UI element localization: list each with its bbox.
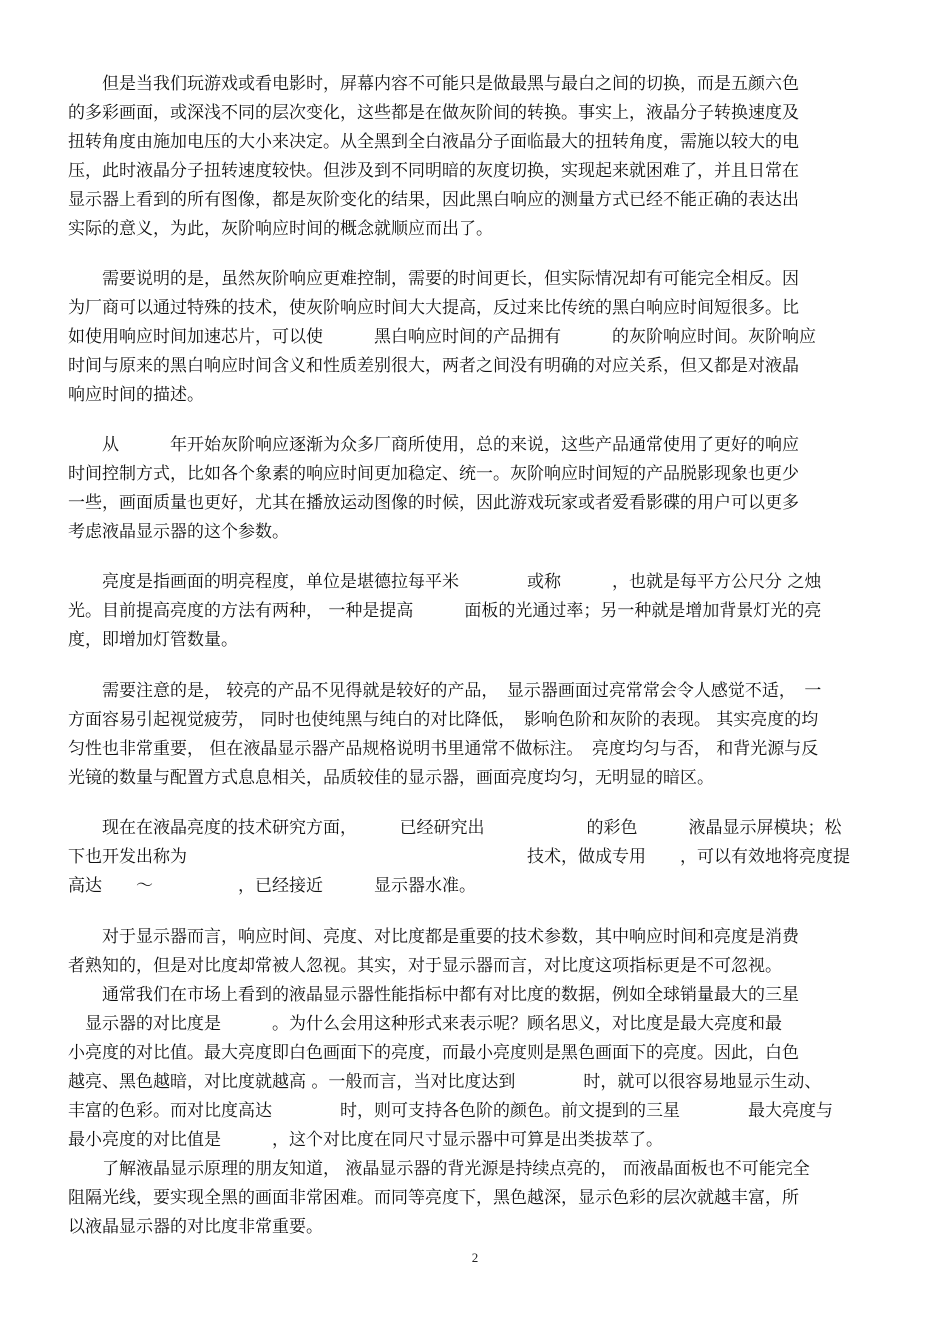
text-line: 为厂商可以通过特殊的技术，使灰阶响应时间大大提高，反过来比传统的黑白响应时间短很多。比 bbox=[68, 298, 799, 318]
text-line: 显示器上看到的所有图像，都是灰阶变化的结果，因此黑白响应的测量方式已经不能正确的表达出 bbox=[68, 190, 799, 210]
text-line: 下也开发出称为 技术，做成专用 ，可以有效地将亮度提 bbox=[68, 847, 850, 867]
text-line: 丰富的色彩。而对比度高达 时，则可支持各色阶的颜色。前文提到的三星 最大亮度与 bbox=[68, 1101, 833, 1121]
text-line: 最小亮度的对比值是 ，这个对比度在同尺寸显示器中可算是出类拔萃了。 bbox=[68, 1130, 663, 1150]
text-line: 扭转角度由施加电压的大小来决定。从全黑到全白液晶分子面临最大的扭转角度，需施以较大的电 bbox=[68, 132, 799, 152]
text-line: 一些，画面质量也更好，尤其在播放运动图像的时候，因此游戏玩家或者爱看影碟的用户可以更多 bbox=[68, 493, 799, 513]
text-line: 对于显示器而言，响应时间、亮度、对比度都是重要的技术参数，其中响应时间和亮度是消费 bbox=[68, 927, 799, 947]
text-line: 的多彩画面，或深浅不同的层次变化，这些都是在做灰阶间的转换。事实上，液晶分子转换速度及 bbox=[68, 103, 799, 123]
text-line: 了解液晶显示原理的朋友知道， 液晶显示器的背光源是持续点亮的， 而液晶面板也不可能完全 bbox=[68, 1159, 810, 1179]
text-line: 从 年开始灰阶响应逐渐为众多厂商所使用，总的来说，这些产品通常使用了更好的响应 bbox=[68, 435, 799, 455]
text-line: 匀性也非常重要， 但在液晶显示器产品规格说明书里通常不做标注。 亮度均匀与否， 和背光源与反 bbox=[68, 739, 819, 759]
text-line: 考虑液晶显示器的这个参数。 bbox=[68, 522, 289, 542]
text-line: 但是当我们玩游戏或看电影时，屏幕内容不可能只是做最黑与最白之间的切换，而是五颜六色 bbox=[68, 74, 799, 94]
text-line: 现在在液晶亮度的技术研究方面， 已经研究出 的彩色 液晶显示屏模块；松 bbox=[68, 818, 842, 838]
page-number: 2 bbox=[471, 1250, 479, 1265]
text-line: 实际的意义，为此，灰阶响应时间的概念就顺应而出了。 bbox=[68, 219, 493, 239]
text-line: 需要说明的是，虽然灰阶响应更难控制，需要的时间更长，但实际情况却有可能完全相反。因 bbox=[68, 269, 799, 289]
text-line: 越亮、黑色越暗，对比度就越高 。一般而言，当对比度达到 时，就可以很容易地显示生动、 bbox=[68, 1072, 822, 1092]
text-line: 亮度是指画面的明亮程度，单位是堪德拉每平米 或称 ，也就是每平方公尺分 之烛 bbox=[68, 572, 822, 592]
text-line: 光。目前提高亮度的方法有两种， 一种是提高 面板的光通过率；另一种就是增加背景灯光的亮 bbox=[68, 601, 822, 621]
text-line: 显示器的对比度是 。为什么会用这种形式来表示呢？顾名思义，对比度是最大亮度和最 bbox=[68, 1014, 782, 1034]
text-line: 如使用响应时间加速芯片，可以使 黑白响应时间的产品拥有 的灰阶响应时间。灰阶响应 bbox=[68, 327, 816, 347]
text-line: 通常我们在市场上看到的液晶显示器性能指标中都有对比度的数据，例如全球销量最大的三星 bbox=[68, 985, 799, 1005]
text-line: 以液晶显示器的对比度非常重要。 bbox=[68, 1217, 323, 1237]
text-line: 时间与原来的黑白响应时间含义和性质差别很大，两者之间没有明确的对应关系，但又都是对液晶 bbox=[68, 356, 799, 376]
text-line: 者熟知的，但是对比度却常被人忽视。其实，对于显示器而言，对比度这项指标更是不可忽视。 bbox=[68, 956, 782, 976]
text-line: 光镜的数量与配置方式息息相关，品质较佳的显示器，画面亮度均匀，无明显的暗区。 bbox=[68, 768, 714, 788]
text-line: 时间控制方式，比如各个象素的响应时间更加稳定、统一。灰阶响应时间短的产品脱影现象也更少 bbox=[68, 464, 799, 484]
text-line: 度，即增加灯管数量。 bbox=[68, 630, 238, 650]
text-line: 阻隔光线，要实现全黑的画面非常困难。而同等亮度下，黑色越深，显示色彩的层次就越丰富，所 bbox=[68, 1188, 799, 1208]
text-line: 压，此时液晶分子扭转速度较快。但涉及到不同明暗的灰度切换，实现起来就困难了，并且日常在 bbox=[68, 161, 799, 181]
text-line: 需要注意的是， 较亮的产品不见得就是较好的产品， 显示器画面过亮常常会令人感觉不适， 一 bbox=[68, 681, 822, 701]
text-line: 方面容易引起视觉疲劳， 同时也使纯黑与纯白的对比降低， 影响色阶和灰阶的表现。 其实亮度的均 bbox=[68, 710, 819, 730]
text-line: 高达 ～ ，已经接近 显示器水准。 bbox=[68, 876, 476, 896]
text-line: 响应时间的描述。 bbox=[68, 385, 204, 405]
text-line: 小亮度的对比值。最大亮度即白色画面下的亮度，而最小亮度则是黑色画面下的亮度。因此，白色 bbox=[68, 1043, 799, 1063]
